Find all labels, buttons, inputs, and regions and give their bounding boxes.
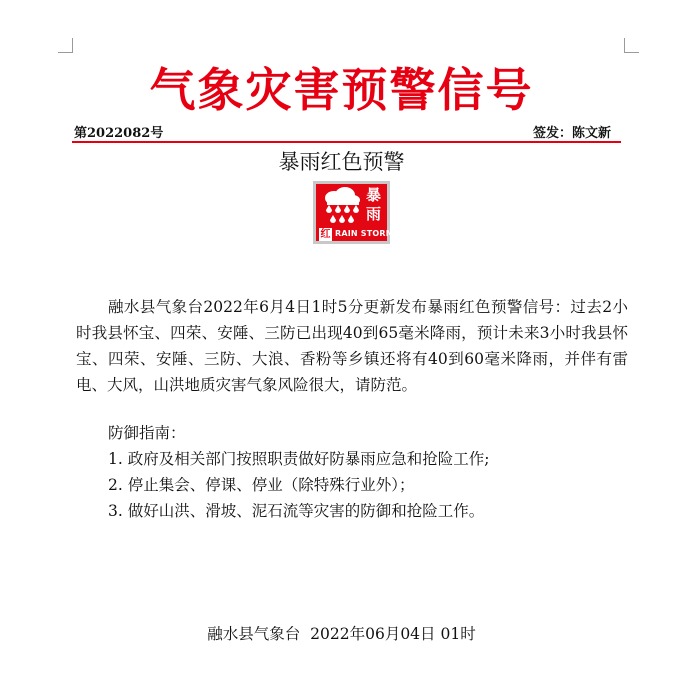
signal-char-yu: 雨: [366, 205, 382, 223]
warning-subtitle: 暴雨红色预警: [278, 150, 405, 174]
warning-body: 融水县气象台2022年6月4日1时5分更新发布暴雨红色预警信号：过去2小时我县怀宝、四荣、安陲、三防已出现40到65毫米降雨，预计未来3小时我县怀宝、四荣、安陲、三防、大浪、香粉等乡镇还将有40到60毫米降雨，并伴有雷电、大风，山洪地质灾害气象风险很大，请防范。: [76, 298, 628, 394]
footer-issuer-date: 融水县气象台 2022年06月04日 01时: [207, 625, 476, 643]
document-number: 第2022082号: [74, 126, 164, 141]
rainstorm-red-signal-icon: [313, 181, 394, 244]
guide-title: 防御指南：: [108, 424, 186, 442]
crop-mark-top-right: [624, 38, 639, 53]
signal-char-bao: 暴: [366, 186, 382, 204]
document-title: 气象灾害预警信号: [149, 63, 534, 117]
guide-item-3: 3. 做好山洪、滑坡、泥石流等灾害的防御和抢险工作。: [108, 502, 485, 520]
header-divider: [72, 141, 621, 143]
guide-item-1: 1. 政府及相关部门按照职责做好防暴雨应急和抢险工作;: [108, 450, 490, 468]
cloud-rain-icon: [318, 186, 364, 226]
signal-level-badge: 红: [320, 229, 331, 240]
guide-item-2: 2. 停止集会、停课、停业（除特殊行业外）；: [108, 476, 415, 494]
signal-label: RAIN STORM: [335, 229, 394, 238]
signer: 签发：陈文新: [532, 126, 611, 141]
crop-mark-top-left: [58, 38, 73, 53]
